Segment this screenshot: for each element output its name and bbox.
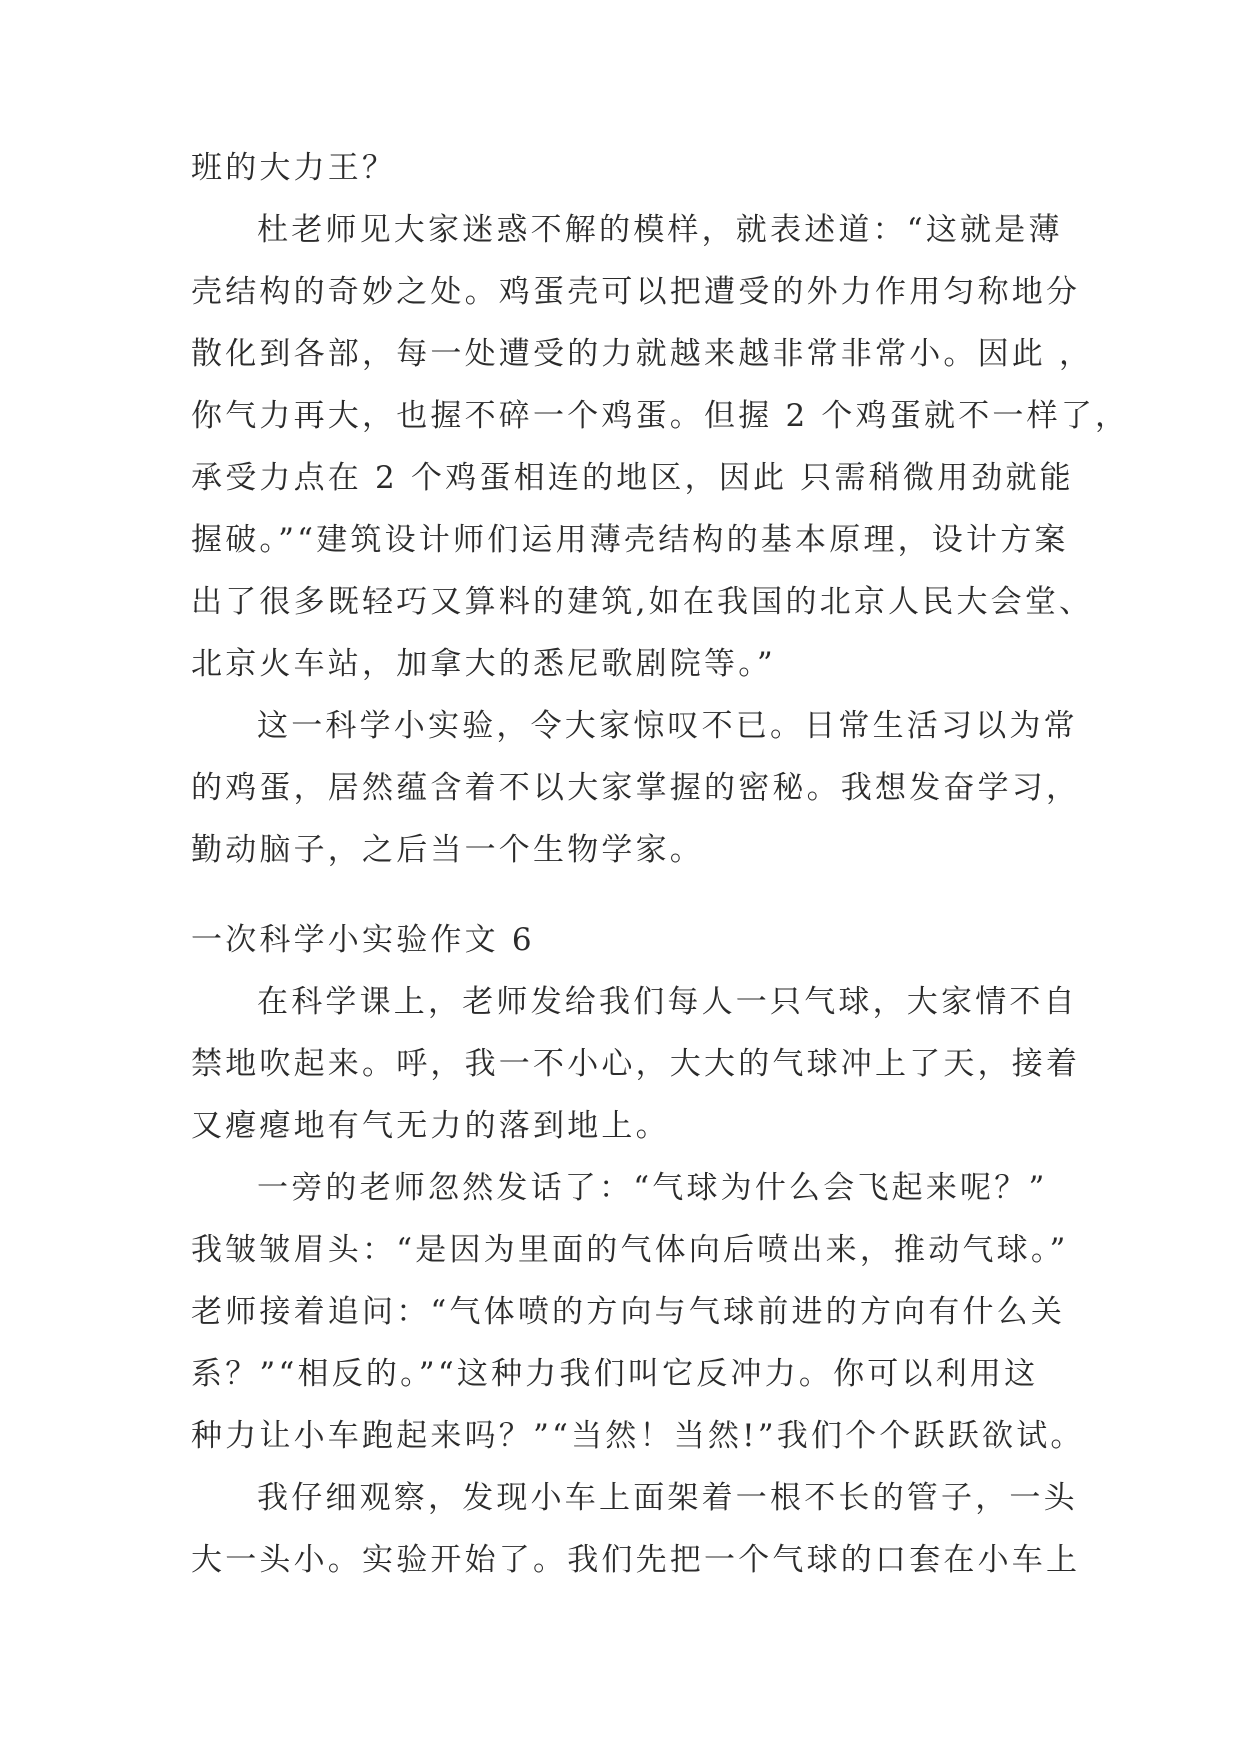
text-line: 又瘪瘪地有气无力的落到地上。	[191, 1108, 670, 1144]
text-line: 散化到各部，每一处遭受的力就越来越非常非常小。因此 ，	[191, 336, 1094, 372]
text-line: 老师接着追问：“气体喷的方向与气球前进的方向有什么关	[191, 1294, 1066, 1330]
text-line: 一旁的老师忽然发话了：“气球为什么会飞起来呢？”	[257, 1170, 1048, 1206]
text-line: 你气力再大，也握不碎一个鸡蛋。但握 2 个鸡蛋就不一样了，	[191, 398, 1130, 434]
text-line: 我仔细观察，发现小车上面架着一根不长的管子，一头	[257, 1480, 1078, 1516]
text-line: 的鸡蛋，居然蕴含着不以大家掌握的密秘。我想发奋学习，	[191, 770, 1081, 806]
text-line: 承受力点在 2 个鸡蛋相连的地区，因此 只需稍微用劲就能	[191, 460, 1074, 496]
text-line: 杜老师见大家迷惑不解的模样，就表述道：“这就是薄	[257, 212, 1063, 248]
text-line: 大一头小。实验开始了。我们先把一个气球的口套在小车上	[191, 1542, 1081, 1578]
text-line: 禁地吹起来。呼，我一不小心，大大的气球冲上了天，接着	[191, 1046, 1081, 1082]
text-line: 班的大力王？	[191, 150, 397, 186]
text-line: 壳结构的奇妙之处。鸡蛋壳可以把遭受的外力作用匀称地分	[191, 274, 1081, 310]
text-line: 勤动脑子，之后当一个生物学家。	[191, 832, 704, 868]
section-2-body	[191, 971, 1085, 1591]
text-line: 这一科学小实验，令大家惊叹不已。日常生活习以为常	[257, 708, 1078, 744]
text-line: 我皱皱眉头：“是因为里面的气体向后喷出来，推动气球。”	[191, 1232, 1069, 1268]
text-line: 北京火车站，加拿大的悉尼歌剧院等。”	[191, 646, 776, 682]
text-line: 在科学课上，老师发给我们每人一只气球，大家情不自	[257, 984, 1078, 1020]
text-line: 系？”“相反的。”“这种力我们叫它反冲力。你可以利用这	[191, 1356, 1039, 1392]
section-heading: 一次科学小实验作文 6	[191, 922, 535, 958]
text-line: 握破。”“建筑设计师们运用薄壳结构的基本原理，设计方案	[191, 522, 1069, 558]
text-line: 出了很多既轻巧又算料的建筑,如在我国的北京人民大会堂、	[191, 584, 1094, 620]
text-line: 种力让小车跑起来吗？”“当然！当然!”我们个个跃跃欲试。	[191, 1418, 1085, 1454]
section-1-body	[191, 137, 1130, 881]
